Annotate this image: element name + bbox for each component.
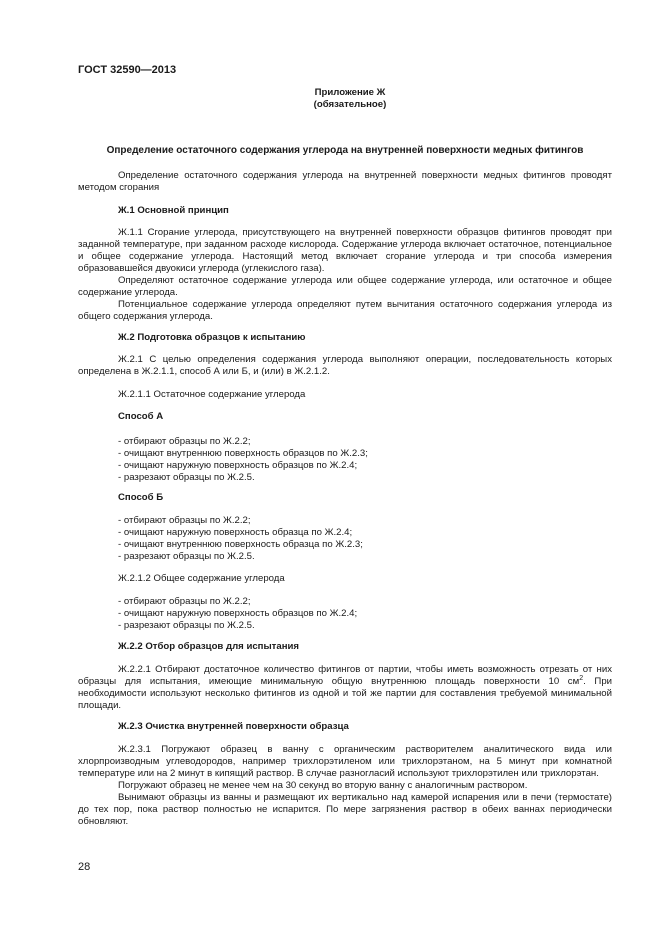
subsection-residual: Ж.2.1.1 Остаточное содержание углерода (118, 389, 306, 400)
page-title: Определение остаточного содержания углерода на внутренней поверхности медных фитингов (106, 145, 584, 156)
list-item: - отбирают образцы по Ж.2.2; (118, 596, 251, 607)
paragraph: Вынимают образцы из ванны и размещают их вертикально над камерой испарения или в печи (термостате) до тех пор, пока раствор полностью не испарится. По мере загрязнения раствор в обеих ваннах периодически обновляют. (78, 792, 612, 827)
paragraph: Ж.1.1 Сгорание углерода, присутствующего на внутренней поверхности образцов фитингов проводят при заданной температуре, при заданном расходе кислорода. Содержание углерода включает остаточное, потенциальное и общее содержание углерода. Настоящий метод включает сгорание углерода и три способа измерения образовавшейся двуокиси углерода (углекислого газа). (78, 227, 612, 274)
method-a-list (118, 436, 368, 484)
standard-number: ГОСТ 32590—2013 (78, 64, 177, 76)
list-item: - разрезают образцы по Ж.2.5. (118, 620, 255, 631)
method-b-list (118, 515, 363, 563)
page-number: 28 (78, 861, 91, 873)
section-heading-2-2: Ж.2.2 Отбор образцов для испытания (118, 641, 299, 652)
intro-paragraph: Определение остаточного содержания углерода на внутренней поверхности медных фитингов проводят методом сгорания (78, 170, 612, 193)
appendix-status: (обязательное) (313, 99, 387, 110)
section-heading-2-3: Ж.2.3 Очистка внутренней поверхности образца (118, 721, 349, 732)
list-item: - разрезают образцы по Ж.2.5. (118, 551, 255, 562)
method-b-heading: Способ Б (118, 492, 164, 503)
list-item: - отбирают образцы по Ж.2.2; (118, 436, 251, 447)
method-a-heading: Способ А (118, 411, 164, 422)
paragraph: Ж.2.2.1 Отбирают достаточное количество фитингов от партии, чтобы иметь возможность отрезать от них образцы для испытания, имеющие минимальную общую внутреннюю площадь поверхности 10 $см^2$. При необходимости используют несколько фитингов из одной и той же партии для составления требуемой минимальной площади. (78, 664, 613, 711)
paragraph: Потенциальное содержание углерода определяют путем вычитания остаточного содержания углерода из общего содержания углерода. (78, 299, 612, 322)
paragraph: Погружают образец не менее чем на 30 секунд во вторую ванну с аналогичным раствором. (118, 780, 528, 791)
list-item: - очищают наружную поверхность образца по Ж.2.4; (118, 527, 353, 538)
paragraph: Определяют остаточное содержание углерода или общее содержание углерода, или остаточное и общее содержание углерода. (78, 275, 612, 298)
list-item: - очищают внутреннюю поверхность образцов по Ж.2.3; (118, 448, 368, 459)
paragraph: Ж.2.1 С целью определения содержания углерода выполняют операции, последовательность которых определена в Ж.2.1.1, способ А или Б, и (или) в Ж.2.1.2. (78, 354, 612, 377)
paragraph: Ж.2.3.1 Погружают образец в ванну с органическим растворителем аналитического вида или хлорпроизводным углеводородов, например трихлорэтиленом или трихлорэтаном, на 5 минут при комнатной температуре или на 2 минут в кипящий раствор. В случае разногласий используют трихлорэтилен или трихлорэтан. (78, 744, 612, 779)
list-item: - разрезают образцы по Ж.2.5. (118, 472, 255, 483)
section-2-text (78, 354, 612, 378)
section-heading-1: Ж.1 Основной принцип (118, 205, 229, 216)
section-heading-2: Ж.2 Подготовка образцов к испытанию (118, 332, 306, 343)
subsection-total: Ж.2.1.2 Общее содержание углерода (118, 573, 285, 584)
list-item: - очищают наружную поверхность образцов по Ж.2.4; (118, 608, 358, 619)
appendix-label: Приложение Ж (314, 87, 386, 98)
section-2-2-text (78, 664, 612, 712)
list-item: - очищают наружную поверхность образцов по Ж.2.4; (118, 460, 358, 471)
section-2-3-text (78, 744, 612, 828)
list-item: - очищают внутреннюю поверхность образца по Ж.2.3; (118, 539, 363, 550)
total-carbon-list (118, 596, 357, 632)
section-1-text (78, 227, 612, 323)
list-item: - отбирают образцы по Ж.2.2; (118, 515, 251, 526)
